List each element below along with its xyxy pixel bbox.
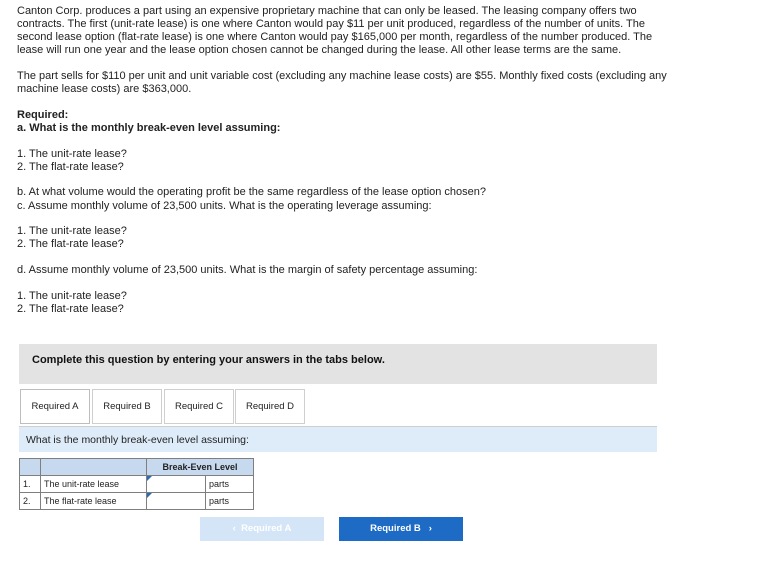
required-heading: Required:	[17, 109, 69, 121]
required-a-item: 1. The unit-rate lease?	[17, 148, 127, 160]
table-header-row	[20, 459, 254, 476]
unit-label: parts	[206, 476, 254, 493]
next-button[interactable]	[339, 517, 463, 541]
unit-rate-break-even-input[interactable]	[147, 476, 205, 492]
required-a	[17, 122, 747, 135]
header-blank	[41, 459, 147, 476]
intro-line: contracts. The first (unit-rate lease) is one where Canton would pay $11 per unit produced, regardless of the number of units. The	[17, 18, 645, 30]
table-row	[20, 476, 254, 493]
required-a-text: a. What is the monthly break-even level assuming:	[17, 122, 281, 134]
input-marker-icon	[147, 493, 152, 498]
row-label: The flat-rate lease	[41, 493, 147, 510]
required-d: d. Assume monthly volume of 23,500 units. What is the margin of safety percentage assuming:	[17, 264, 478, 276]
required-d-item: 1. The unit-rate lease?	[17, 290, 127, 302]
question-text: What is the monthly break-even level assuming:	[26, 434, 249, 446]
input-cell	[147, 476, 206, 493]
previous-button-label: Required A	[241, 523, 292, 534]
table-row	[20, 493, 254, 510]
chevron-right-icon: ›	[428, 523, 432, 534]
instructions-text: Complete this question by entering your answers in the tabs below.	[32, 354, 385, 366]
tab-required-c[interactable]: Required C	[164, 389, 234, 424]
intro-line: lease will run one year and the lease option chosen cannot be changed during the lease. All other lease terms are the same.	[17, 44, 622, 56]
intro-line: The part sells for $110 per unit and unit variable cost (excluding any machine lease costs) are $55. Monthly fixed costs (excluding any	[17, 70, 667, 82]
required-a-item: 2. The flat-rate lease?	[17, 161, 124, 173]
required-b: b. At what volume would the operating profit be the same regardless of the lease option chosen?	[17, 186, 487, 198]
required-c: c. Assume monthly volume of 23,500 units. What is the operating leverage assuming:	[17, 200, 432, 212]
flat-rate-break-even-input[interactable]	[147, 493, 205, 509]
break-even-header: Break-Even Level	[147, 459, 254, 476]
required-c-item: 2. The flat-rate lease?	[17, 238, 124, 250]
tab-required-d[interactable]: Required D	[235, 389, 305, 424]
required-d-item: 2. The flat-rate lease?	[17, 303, 124, 315]
intro-line: machine lease costs) are $363,000.	[17, 83, 192, 95]
required-c-item: 1. The unit-rate lease?	[17, 225, 127, 237]
tab-required-a[interactable]: Required A	[20, 389, 90, 424]
intro-line: second lease option (flat-rate lease) is one where Canton would pay $165,000 per month, regardless of the number produced. The	[17, 31, 653, 43]
chevron-left-icon: ‹	[232, 523, 236, 534]
header-blank	[20, 459, 41, 476]
intro-paragraph-2	[17, 70, 747, 96]
unit-label: parts	[206, 493, 254, 510]
input-cell	[147, 493, 206, 510]
row-number: 2.	[20, 493, 41, 510]
intro-line: Canton Corp. produces a part using an expensive proprietary machine that can only be leased. The leasing company offers two	[17, 5, 637, 17]
next-button-label: Required B	[370, 523, 421, 534]
previous-button[interactable]	[200, 517, 324, 541]
row-label: The unit-rate lease	[41, 476, 147, 493]
input-marker-icon	[147, 476, 152, 481]
intro-paragraph-1	[17, 5, 747, 57]
break-even-table	[19, 458, 254, 510]
row-number: 1.	[20, 476, 41, 493]
question-bar	[19, 426, 657, 452]
tab-required-b[interactable]: Required B	[92, 389, 162, 424]
instructions-banner	[19, 344, 657, 384]
